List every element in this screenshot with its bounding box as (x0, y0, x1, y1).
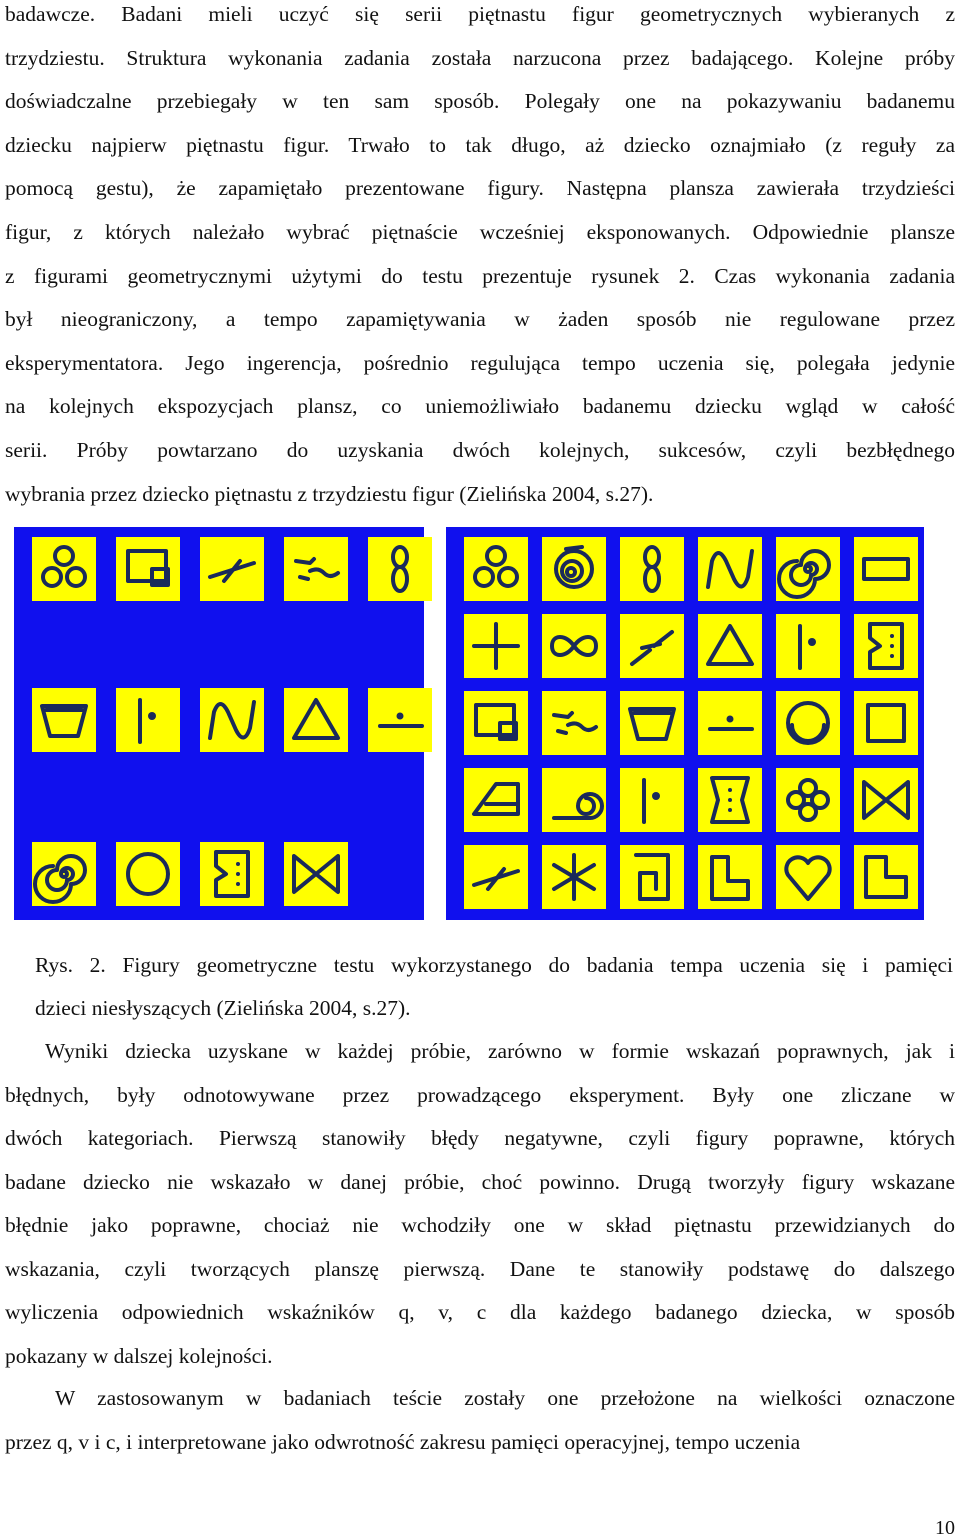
text_mid-line: badane dziecko nie wskazało w danej próbie, choć powinno. Drugą tworzyły figury wskazane (5, 1169, 955, 1194)
nested-square-icon (620, 845, 684, 909)
text_top-line: na kolejnych ekspozycjach plansz, co uniemożliwiało badanemu dziecku wgląd w całość (5, 394, 955, 419)
wedge-icon (464, 768, 528, 832)
l-shape-icon (698, 845, 762, 909)
text_top-line: serii. Próby powtarzano do uzyskania dwóch kolejnych, sukcesów, czyli bezbłędnego (5, 438, 955, 462)
triangle-icon (284, 688, 348, 752)
heart-icon (776, 845, 840, 909)
trefoil-icon (32, 537, 96, 601)
text_mid-line: wyliczenia odpowiednich wskaźników q, v, c dla każdego badanego dziecka, w sposób (5, 1300, 955, 1324)
text_bottom-line: W zastosowanym w badaniach teście zostały one przełożone na wielkości oznaczone (55, 1386, 955, 1410)
double-circle-icon (776, 691, 840, 755)
text_top-line: figur, z których należało wybrać piętnaście wcześniej eksponowanych. Odpowiednie plansze (5, 220, 955, 244)
stick-dot-icon (620, 768, 684, 832)
triangle-icon (698, 614, 762, 678)
wave-icon (698, 537, 762, 601)
caption-line: dzieci niesłyszących (Zielińska 2004, s.27). (35, 996, 411, 1020)
spiral-roll-icon (542, 768, 606, 832)
square-with-corner-icon (116, 537, 180, 601)
text_top-line: trzydziestu. Struktura wykonania zadania została narzucona przez badającego. Kolejne próby (5, 45, 955, 70)
trapezoid-icon (620, 691, 684, 755)
crossed-line-icon (464, 845, 528, 909)
stick-dot-icon (776, 614, 840, 678)
text_mid-line: Wyniki dziecka uzyskane w każdej próbie, zarówno w formie wskazań poprawnych, jak i (45, 1039, 955, 1063)
notched-rectangle-icon (854, 614, 918, 678)
text_mid-line: pokazany w dalszej kolejności. (5, 1343, 273, 1368)
text_mid-line: dwóch kategoriach. Pierwszą stanowiły błędy negatywne, czyli figury poprawne, których (5, 1126, 955, 1150)
bowtie-icon (854, 768, 918, 832)
dotted-hourglass-icon (698, 768, 762, 832)
text_bottom-line: przez q, v i c, i interpretowane jako odwrotność zakresu pamięci operacyjnej, tempo uczenia (5, 1429, 801, 1454)
spiral-loop-icon (542, 537, 606, 601)
wavy-dashes-icon (284, 537, 348, 601)
text_top-line: eksperymentatora. Jego ingerencja, pośrednio regulująca tempo uczenia się, polegała jedynie (5, 350, 955, 375)
plus-icon (464, 614, 528, 678)
caption-line: Rys. 2. Figury geometryczne testu wykorzystanego do badania tempa uczenia się i pamięci (35, 953, 953, 977)
step-shape-icon (854, 845, 918, 909)
spiral-icon (776, 537, 840, 601)
bowtie-icon (284, 842, 348, 906)
text_top-line: badawcze. Badani mieli uczyć się serii piętnastu figur geometrycznych wybieranych z (5, 2, 955, 26)
square-with-corner-icon (464, 691, 528, 755)
spiral-icon (32, 842, 96, 906)
text_top-line: z figurami geometrycznymi użytymi do testu prezentuje rysunek 2. Czas wykonania zadania (5, 263, 955, 288)
rectangle-icon (854, 537, 918, 601)
notched-rectangle-icon (200, 842, 264, 906)
text_top-line: wybrania przez dziecko piętnastu z trzydziestu figur (Zielińska 2004, s.27). (5, 481, 654, 506)
stick-dot-icon (116, 688, 180, 752)
text_mid-line: błędnie jako poprawne, chociaż nie wchodziły one w skład piętnastu przewidzianych do (5, 1213, 955, 1237)
text_top-line: dziecku najpierw piętnastu figur. Trwało to tak długo, aż dziecko oznajmiało (z reguły za (5, 132, 955, 157)
double-slash-icon (620, 614, 684, 678)
infinity-icon (542, 614, 606, 678)
text_mid-line: wskazania, czyli tworzących planszę pierwszą. Dane te stanowiły podstawę do dalszego (5, 1256, 955, 1281)
text_top-line: pomocą gestu), że zapamiętało prezentowane figury. Następna plansza zawierała trzydzieści (5, 176, 955, 201)
text_top-line: był nieograniczony, a tempo zapamiętywania w żaden sposób nie regulowane przez (5, 307, 955, 332)
line-dot-icon (698, 691, 762, 755)
figure-eight-icon (620, 537, 684, 601)
asterisk-icon (542, 845, 606, 909)
square-icon (854, 691, 918, 755)
trapezoid-icon (32, 688, 96, 752)
crossed-line-icon (200, 537, 264, 601)
wave-icon (200, 688, 264, 752)
four-leaf-icon (776, 768, 840, 832)
trefoil-icon (464, 537, 528, 601)
circle-icon (116, 842, 180, 906)
wavy-dashes-icon (542, 691, 606, 755)
text_mid-line: błędnych, były odnotowywane przez prowadzącego eksperyment. Były one zliczane w (5, 1082, 955, 1107)
page-number: 10 (935, 1517, 955, 1539)
text_top-line: doświadczalne przebiegały w ten sam sposób. Polegały one na pokazywaniu badanemu (5, 89, 955, 114)
line-dot-icon (368, 688, 432, 752)
figure-eight-icon (368, 537, 432, 601)
